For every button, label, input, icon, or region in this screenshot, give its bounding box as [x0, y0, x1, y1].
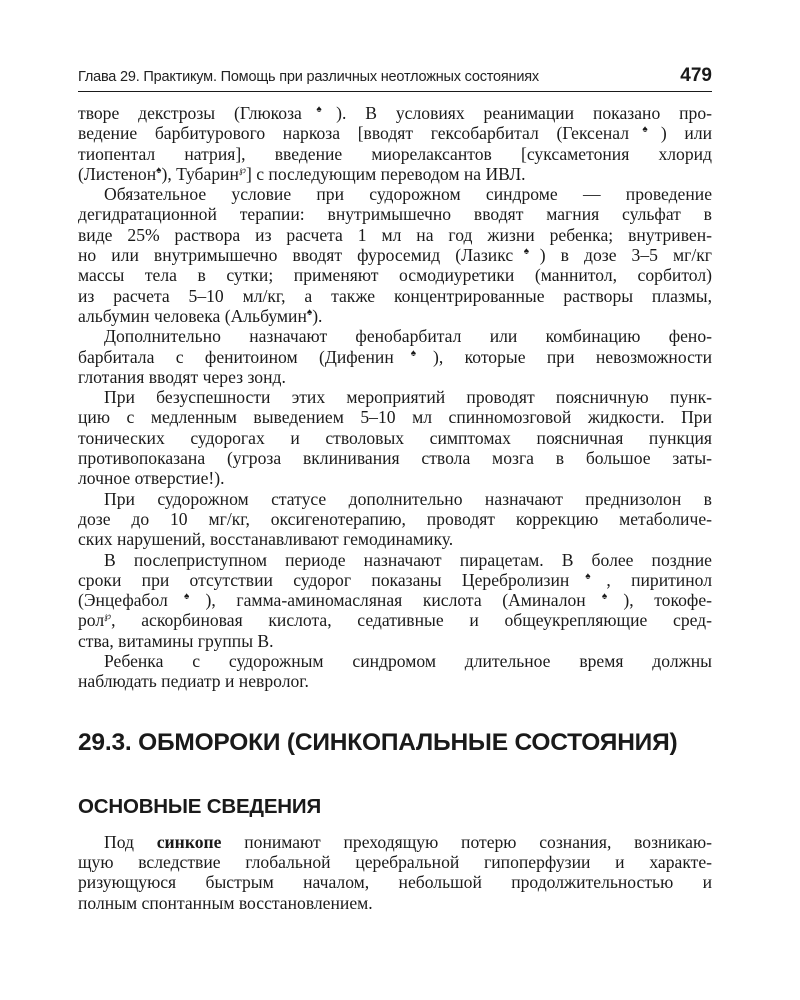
text-line: барбитала с фенитоином (Дифенин♠), которые при невозможности: [78, 346, 712, 367]
text-line: Дополнительно назначают фенобарбитал или комбинацию фено-: [104, 326, 712, 347]
text-line: тиопентал натрия], введение миорелаксантов [суксаметония хлорид: [78, 143, 712, 164]
unregistered-mark: ℘: [104, 611, 112, 623]
text-line: глотания вводят через зонд.: [78, 366, 286, 387]
definition-paragraph: [78, 832, 712, 913]
trademark-mark: ♠: [301, 104, 337, 116]
trademark-mark: ♠: [306, 307, 313, 319]
paragraph: [78, 832, 712, 913]
trademark-mark: ♠: [585, 591, 624, 603]
text-line: При безуспешности этих мероприятий проводят поясничную пунк-: [104, 387, 712, 408]
running-header: [78, 66, 712, 92]
text-line: Ребенка с судорожным синдромом длительное время должны: [104, 651, 712, 672]
text-line: ризующуюся быстрым началом, небольшой продолжительностью и: [78, 872, 712, 893]
trademark-mark: ♠: [167, 591, 206, 603]
text-line: Под синкопе понимают преходящую потерю сознания, возникаю-: [104, 831, 712, 852]
sub-heading: ОСНОВНЫЕ СВЕДЕНИЯ: [78, 794, 321, 818]
text-line: ства, витамины группы В.: [78, 630, 274, 651]
paragraph: [78, 326, 712, 387]
text-line: альбумин человека (Альбумин♠).: [78, 305, 323, 326]
text-line: рол℘, аскорбиновая кислота, седативные и общеукрепляющие сред-: [78, 610, 712, 631]
trademark-mark: ♠: [156, 165, 162, 177]
running-title: Глава 29. Практикум. Помощь при различных неотложных состояниях: [78, 69, 539, 85]
paragraph: [78, 651, 712, 692]
body-text: [78, 103, 712, 692]
text-line: наблюдать педиатр и невролог.: [78, 671, 309, 692]
text-line: щую вследствие глобальной церебральной гипоперфузии и характе-: [78, 851, 712, 872]
unregistered-mark: ℘: [238, 165, 246, 177]
text-line: (Энцефабол♠), гамма-аминомасляная кислота (Аминалон♠), токофе-: [78, 590, 712, 611]
paragraph: [78, 489, 712, 550]
defined-term: синкопе: [156, 831, 222, 852]
text-line: виде 25% раствора из расчета 1 мл на год жизни ребенка; внутривен-: [78, 224, 712, 245]
text-line: Обязательное условие при судорожном синдроме — проведение: [104, 184, 712, 205]
page-number: 479: [680, 65, 712, 86]
paragraph: [78, 387, 712, 488]
text-line: противопоказана (угроза вклинивания ствола мозга в большое заты-: [78, 448, 712, 469]
text-line: сроки при отсутствии судорог показаны Церебролизин♠, пиритинол: [78, 569, 712, 590]
text-line: (Листенон♠), Тубарин℘] с последующим переводом на ИВЛ.: [78, 163, 526, 184]
text-line: тонических судорогах и стволовых симптомах поясничная пункция: [78, 427, 712, 448]
text-line: творе декстрозы (Глюкоза♠). В условиях реанимации показано про-: [78, 103, 712, 123]
page-content: [78, 103, 712, 913]
text-line: дозе до 10 мг/кг, оксигенотерапию, проводят коррекцию метаболиче-: [78, 508, 712, 529]
text-line: дегидратационной терапии: внутримышечно вводят магния сульфат в: [78, 204, 712, 225]
trademark-mark: ♠: [629, 124, 661, 136]
text-line: При судорожном статусе дополнительно назначают преднизолон в: [104, 488, 712, 509]
text-line: массы тела в сутки; применяют осмодиуретики (маннитол, сорбитол): [78, 265, 712, 286]
paragraph: [78, 184, 712, 326]
paragraph: [78, 550, 712, 651]
text-line: ских нарушений, восстанавливают гемодинамику.: [78, 529, 454, 550]
text-line: из расчета 5–10 мл/кг, а также концентрированные растворы плазмы,: [78, 285, 712, 306]
text-line: цию с медленным выведением 5–10 мл спинномозговой жидкости. При: [78, 407, 712, 428]
trademark-mark: ♠: [393, 347, 433, 359]
paragraph: [78, 103, 712, 184]
text-line: ведение барбитурового наркоза [вводят гексобарбитал (Гексенал♠) или: [78, 123, 713, 144]
trademark-mark: ♠: [513, 246, 540, 258]
text-line: полным спонтанным восстановлением.: [78, 892, 373, 913]
text-line: лочное отверстие!).: [78, 468, 225, 489]
trademark-mark: ♠: [569, 570, 607, 582]
section-heading: 29.3. ОБМОРОКИ (СИНКОПАЛЬНЫЕ СОСТОЯНИЯ): [78, 728, 678, 756]
text-line: но или внутримышечно вводят фуросемид (Лазикс♠) в дозе 3–5 мг/кг: [78, 245, 712, 266]
text-line: В послеприступном периоде назначают пирацетам. В более поздние: [104, 549, 712, 570]
